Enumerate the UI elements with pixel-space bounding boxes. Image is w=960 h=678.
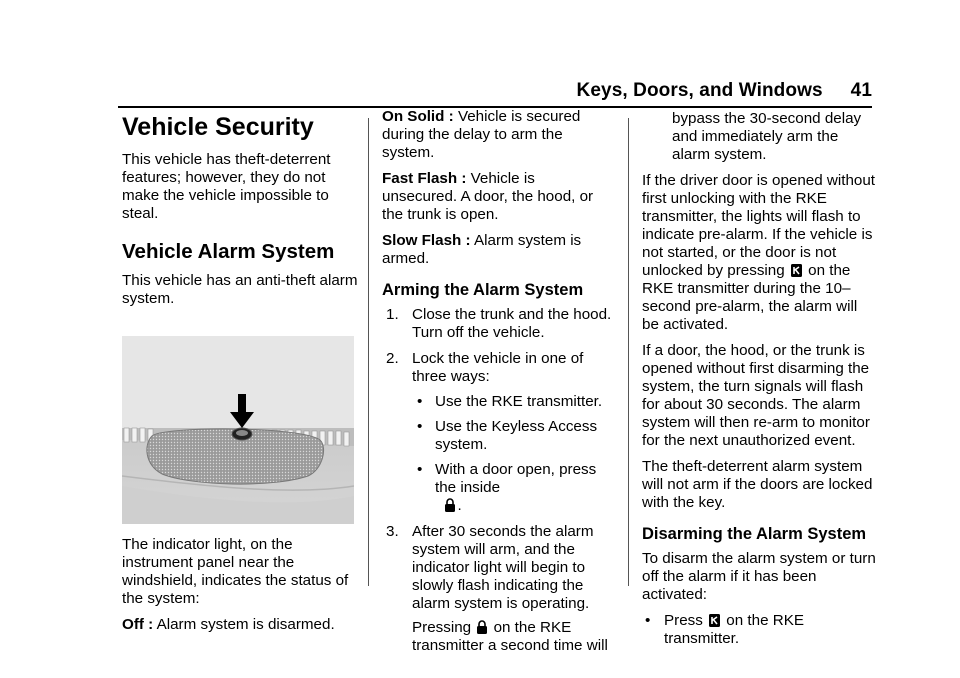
list-item-period: . <box>457 497 462 514</box>
arming-steps <box>382 306 614 655</box>
pressing-text-cont: on the RKE transmitter a second time will <box>412 619 608 654</box>
term-fast-flash: Fast Flash : <box>382 170 467 187</box>
padlock-icon <box>444 498 456 513</box>
step-1 <box>382 306 614 342</box>
term-off: Off : <box>122 616 154 633</box>
list-item-text: Use the RKE transmitter. <box>435 393 603 410</box>
step-number: 1. <box>386 306 399 323</box>
status-slow-flash <box>382 232 614 268</box>
step-number: 2. <box>386 350 399 367</box>
list-item <box>412 393 614 411</box>
column-2 <box>382 108 614 663</box>
desc-on-solid: Vehicle is secured during the delay to arm the system. <box>382 108 581 161</box>
list-item-text: Press <box>664 612 703 629</box>
pre-alarm-paragraph <box>642 172 878 334</box>
alarm-intro-paragraph: This vehicle has an anti-theft alarm system. <box>122 272 358 307</box>
heading-arming: Arming the Alarm System <box>382 281 584 299</box>
step-text: After 30 seconds the alarm system will arm, and the indicator light will begin to slowly flash indicating the alarm system is operating. <box>412 523 594 612</box>
list-item-text: Use the Keyless Access system. <box>435 418 598 453</box>
heading-vehicle-alarm-system: Vehicle Alarm System <box>122 240 335 263</box>
door-opened-paragraph: If a door, the hood, or the trunk is opened without first disarming the system, the turn signals will flash for about 30 seconds. The alarm system will then re-arm to monitor for the next unauthorized event. <box>642 342 870 449</box>
bullet: • <box>417 461 423 478</box>
bullet: • <box>645 612 651 629</box>
desc-fast-flash: Vehicle is unsecured. A door, the hood, or the trunk is open. <box>382 170 594 223</box>
intro-paragraph: This vehicle has theft-deterrent features; however, they do not make the vehicle impossible to steal. <box>122 151 331 222</box>
status-off <box>122 616 358 634</box>
bullet: • <box>417 393 423 410</box>
term-on-solid: On Solid : <box>382 108 454 125</box>
pre-alarm-text-cont: on the RKE transmitter during the 10–second pre-alarm, the alarm will be activated. <box>642 262 858 333</box>
pressing-text: Pressing <box>412 619 472 636</box>
desc-off: Alarm system is disarmed. <box>153 616 335 633</box>
page-header <box>577 80 872 102</box>
column-1 <box>122 108 358 642</box>
step-2 <box>382 350 614 515</box>
status-fast-flash <box>382 170 614 224</box>
column-divider-2 <box>628 118 629 586</box>
list-item-text-cont: on the RKE transmitter. <box>664 612 804 647</box>
padlock-icon <box>476 620 488 635</box>
pressing-sentence <box>412 619 614 655</box>
section-title: Keys, Doors, and Windows <box>576 80 823 101</box>
indicator-paragraph: The indicator light, on the instrument panel near the windshield, indicates the status of the system: <box>122 536 349 607</box>
step-3 <box>382 523 614 655</box>
disarm-intro-paragraph: To disarm the alarm system or turn off the alarm if it has been activated: <box>642 550 876 603</box>
list-item <box>412 418 614 454</box>
unlock-key-icon <box>708 613 721 628</box>
step-number: 3. <box>386 523 399 540</box>
list-item-text: With a door open, press the inside <box>435 461 597 496</box>
security-indicator-illustration <box>122 336 354 524</box>
term-slow-flash: Slow Flash : <box>382 232 471 249</box>
column-3 <box>642 108 878 656</box>
step-text: Close the trunk and the hood. Turn off the vehicle. <box>412 306 612 341</box>
step-text: Lock the vehicle in one of three ways: <box>412 350 584 385</box>
key-lock-paragraph: The theft-deterrent alarm system will not arm if the doors are locked with the key. <box>642 458 873 511</box>
unlock-key-icon <box>790 263 803 278</box>
heading-vehicle-security: Vehicle Security <box>122 113 314 141</box>
bullet: • <box>417 418 423 435</box>
pre-alarm-text: If the driver door is opened without first unlocking with the RKE transmitter, the lights will flash to indicate pre-alarm. If the vehicle is not started, or the door is not unlocked by pressing <box>642 172 876 279</box>
continued-text: bypass the 30-second delay and immediately arm the alarm system. <box>672 110 862 163</box>
status-on-solid <box>382 108 614 162</box>
list-item <box>412 461 614 515</box>
page-number: 41 <box>850 80 872 101</box>
lock-methods-list <box>412 393 614 515</box>
heading-disarming: Disarming the Alarm System <box>642 525 867 543</box>
desc-slow-flash: Alarm system is armed. <box>382 232 582 267</box>
column-divider-1 <box>368 118 369 586</box>
list-item <box>642 612 878 648</box>
